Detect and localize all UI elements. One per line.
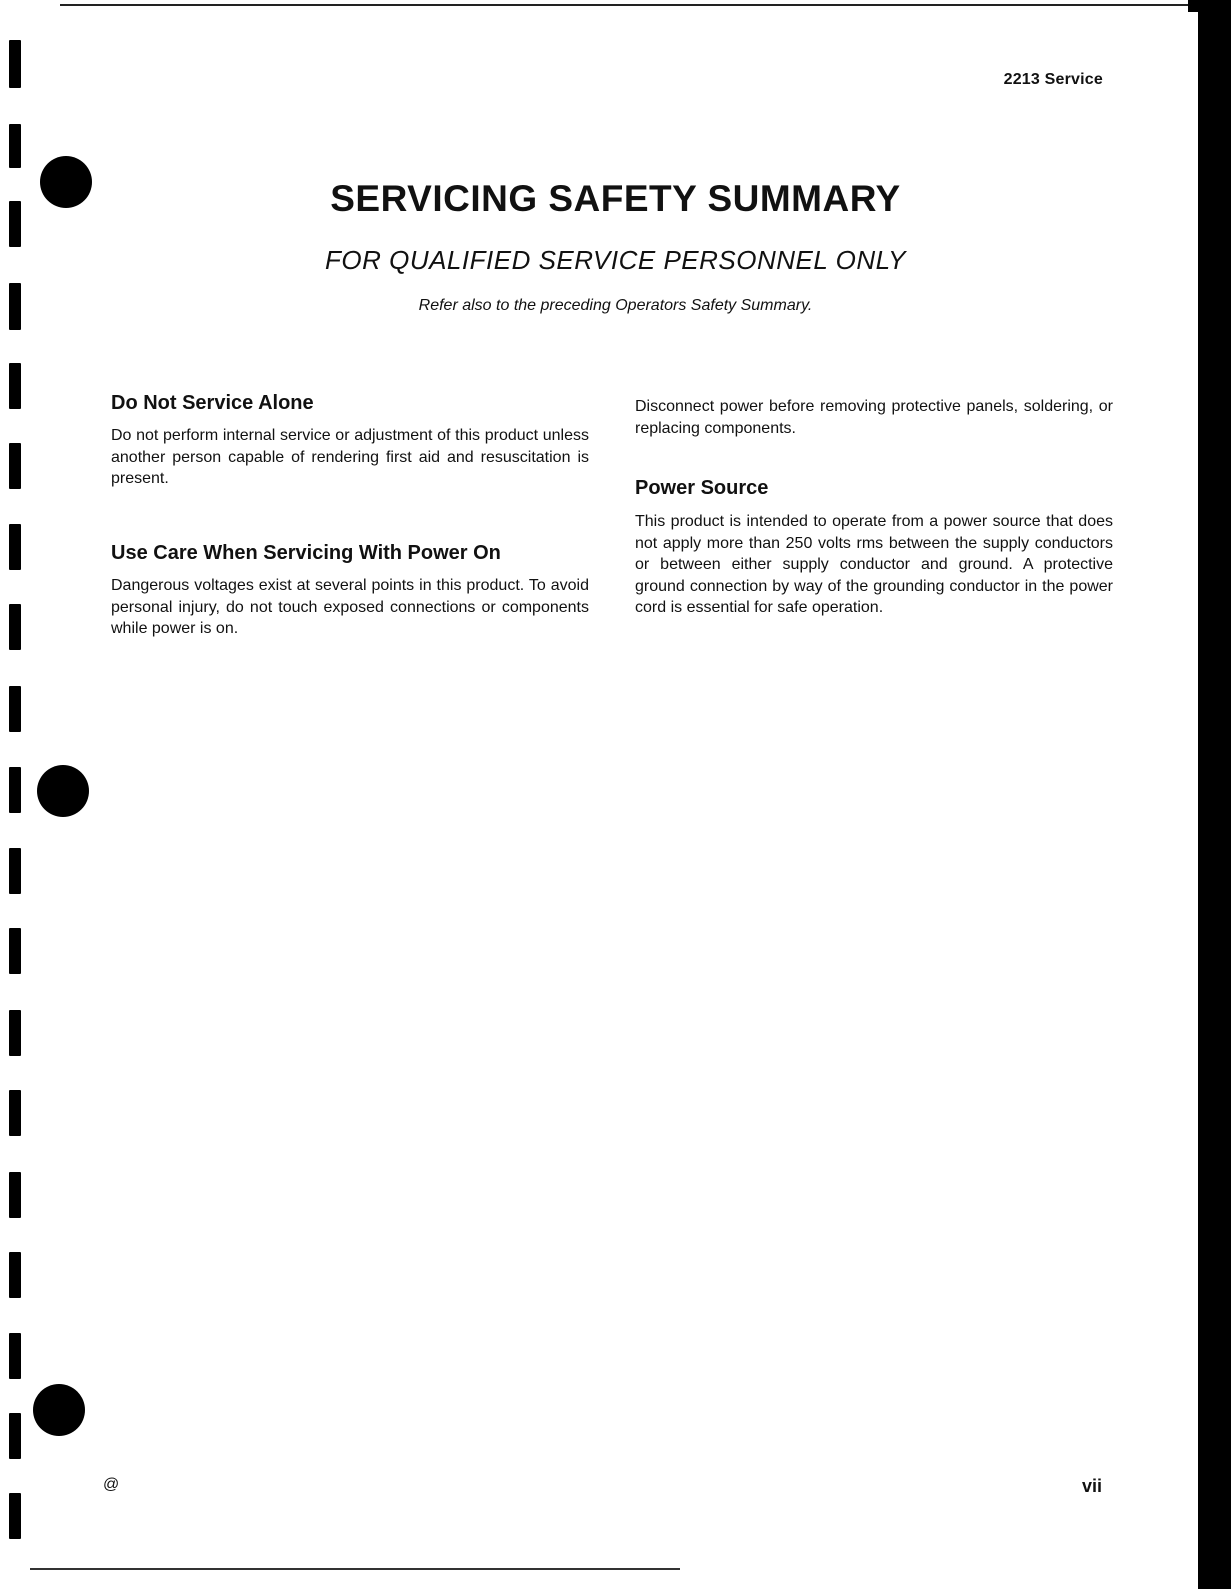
page-number: vii [1082, 1476, 1103, 1496]
binder-mark [9, 40, 21, 88]
section-heading: Use Care When Servicing With Power On [111, 542, 501, 564]
binder-mark [9, 363, 21, 409]
section-body: This product is intended to operate from a power source that does not apply more than 250 volts rms between the supply conductors or between either supply conductor and ground. A protective ground connection by way of the grounding conductor in the power cord is essential for safe operation. [635, 513, 1113, 616]
scan-edge-bottom [30, 1568, 680, 1570]
manual-id: 2213 Service [1003, 71, 1103, 88]
binder-mark [9, 1010, 21, 1056]
binder-hole [37, 765, 89, 817]
copyright-mark: @ [103, 1476, 120, 1493]
page-subtitle: FOR QUALIFIED SERVICE PERSONNEL ONLY [324, 245, 907, 275]
section-heading: Do Not Service Alone [111, 392, 314, 414]
section-body: Do not perform internal service or adjustment of this product unless another person capable of rendering first aid and resuscitation is present. [111, 427, 589, 487]
binder-mark [9, 1493, 21, 1539]
binder-mark [9, 686, 21, 732]
binder-mark [9, 1333, 21, 1379]
scan-edge-corner [1188, 0, 1200, 12]
refer-note: Refer also to the preceding Operators Safety Summary. [418, 297, 813, 314]
binder-mark [9, 443, 21, 489]
binder-mark [9, 604, 21, 650]
section-heading: Power Source [635, 477, 769, 499]
binder-mark [9, 1172, 21, 1218]
binder-hole [33, 1384, 85, 1436]
binder-mark [9, 928, 21, 974]
binder-mark [9, 1090, 21, 1136]
binder-mark [9, 524, 21, 570]
binder-mark [9, 1413, 21, 1459]
section-continuation: Disconnect power before removing protective panels, soldering, or replacing components. [635, 398, 1113, 437]
scan-edge-right [1198, 0, 1231, 1589]
binder-mark [9, 767, 21, 813]
scan-edge-top [60, 4, 1195, 6]
binder-mark [9, 1252, 21, 1298]
section-body: Dangerous voltages exist at several points in this product. To avoid personal injury, do not touch exposed connections or components while power is on. [111, 577, 589, 637]
binder-mark [9, 848, 21, 894]
binder-mark [9, 124, 21, 168]
page-title: SERVICING SAFETY SUMMARY [330, 178, 901, 219]
